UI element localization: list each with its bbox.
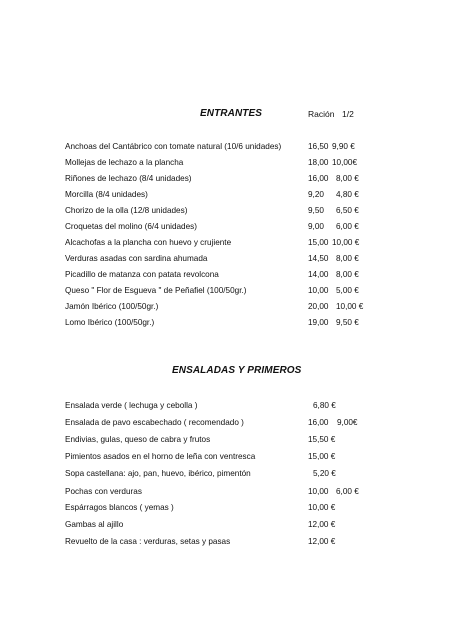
item-price-racion: 14,00 bbox=[308, 270, 329, 279]
item-price-racion: 19,00 bbox=[308, 318, 329, 327]
item-name: Pochas con verduras bbox=[65, 487, 142, 496]
item-price-racion: 9,20 bbox=[308, 190, 324, 199]
item-price-half: 4,80 € bbox=[336, 190, 359, 199]
item-name: Sopa castellana: ajo, pan, huevo, ibérico, pimentón bbox=[65, 469, 251, 478]
menu-item bbox=[0, 452, 453, 466]
column-header-racion: Ración bbox=[308, 109, 335, 119]
item-name: Verduras asadas con sardina ahumada bbox=[65, 254, 208, 263]
item-name: Ensalada de pavo escabechado ( recomendado ) bbox=[65, 418, 244, 427]
item-name: Pimientos asados en el horno de leña con ventresca bbox=[65, 452, 256, 461]
item-price-half: 9,50 € bbox=[336, 318, 359, 327]
item-name: Endivias, gulas, queso de cabra y frutos bbox=[65, 435, 211, 444]
item-price: 15,00 € bbox=[308, 452, 336, 461]
item-price-half: 10,00 € bbox=[336, 302, 364, 311]
ensaladas-title: ENSALADAS Y PRIMEROS bbox=[172, 365, 302, 376]
item-price-half: 6,50 € bbox=[336, 206, 359, 215]
item-price: 15,50 € bbox=[308, 435, 336, 444]
item-price: 12,00 € bbox=[308, 520, 336, 529]
item-price-half: 8,00 € bbox=[336, 174, 359, 183]
item-price-racion: 16,50 bbox=[308, 142, 329, 151]
menu-item bbox=[0, 418, 453, 432]
item-price-racion: 10,00 bbox=[308, 487, 329, 496]
menu-item bbox=[0, 318, 453, 332]
menu-item bbox=[0, 435, 453, 449]
menu-item bbox=[0, 270, 453, 284]
item-name: Lomo Ibérico (100/50gr.) bbox=[65, 318, 155, 327]
menu-item bbox=[0, 254, 453, 268]
menu-item bbox=[0, 537, 453, 551]
menu-item bbox=[0, 206, 453, 220]
item-name: Queso " Flor de Esgueva " de Peñafiel (100/50gr.) bbox=[65, 286, 247, 295]
item-name: Mollejas de lechazo a la plancha bbox=[65, 158, 184, 167]
item-price-racion: 16,00 bbox=[308, 174, 329, 183]
item-name: Jamón Ibérico (100/50gr.) bbox=[65, 302, 159, 311]
item-name: Revuelto de la casa : verduras, setas y pasas bbox=[65, 537, 231, 546]
item-name: Gambas al ajillo bbox=[65, 520, 124, 529]
item-price-racion: 20,00 bbox=[308, 302, 329, 311]
item-name: Anchoas del Cantábrico con tomate natural (10/6 unidades) bbox=[65, 142, 282, 151]
menu-item bbox=[0, 190, 453, 204]
item-price: 6,80 € bbox=[313, 401, 336, 410]
item-price: 12,00 € bbox=[308, 537, 336, 546]
menu-item bbox=[0, 174, 453, 188]
menu-item bbox=[0, 238, 453, 252]
item-name: Chorizo de la olla (12/8 unidades) bbox=[65, 206, 188, 215]
menu-item bbox=[0, 158, 453, 172]
item-price-half: 8,00 € bbox=[336, 254, 359, 263]
item-name: Alcachofas a la plancha con huevo y crujiente bbox=[65, 238, 232, 247]
menu-item bbox=[0, 520, 453, 534]
item-price-racion: 9,00 bbox=[308, 222, 324, 231]
menu-item bbox=[0, 286, 453, 300]
item-price-racion: 10,00 bbox=[308, 286, 329, 295]
menu-item bbox=[0, 302, 453, 316]
item-price-half: 10,00 € bbox=[332, 238, 360, 247]
item-price-half: 8,00 € bbox=[336, 270, 359, 279]
menu-item bbox=[0, 487, 453, 501]
menu-item bbox=[0, 142, 453, 156]
item-price-half: 6,00 € bbox=[336, 487, 359, 496]
item-price-racion: 15,00 bbox=[308, 238, 329, 247]
item-price-racion: 16,00 bbox=[308, 418, 329, 427]
item-name: Morcilla (8/4 unidades) bbox=[65, 190, 148, 199]
menu-item bbox=[0, 503, 453, 517]
menu-item bbox=[0, 469, 453, 483]
item-price: 5,20 € bbox=[313, 469, 336, 478]
item-price-half: 6,00 € bbox=[336, 222, 359, 231]
item-name: Croquetas del molino (6/4 unidades) bbox=[65, 222, 197, 231]
item-name: Picadillo de matanza con patata revolcona bbox=[65, 270, 219, 279]
item-price: 10,00 € bbox=[308, 503, 336, 512]
item-name: Riñones de lechazo (8/4 unidades) bbox=[65, 174, 192, 183]
item-price-racion: 14,50 bbox=[308, 254, 329, 263]
item-price-half: 9,00€ bbox=[337, 418, 358, 427]
column-header-half: 1/2 bbox=[342, 109, 354, 119]
menu-item bbox=[0, 401, 453, 415]
item-price-half: 10,00€ bbox=[332, 158, 358, 167]
item-name: Espárragos blancos ( yemas ) bbox=[65, 503, 174, 512]
entrantes-title: ENTRANTES bbox=[200, 108, 263, 119]
item-price-racion: 9,50 bbox=[308, 206, 324, 215]
menu-item bbox=[0, 222, 453, 236]
item-price-racion: 18,00 bbox=[308, 158, 329, 167]
item-name: Ensalada verde ( lechuga y cebolla ) bbox=[65, 401, 198, 410]
item-price-half: 5,00 € bbox=[336, 286, 359, 295]
item-price-half: 9,90 € bbox=[332, 142, 355, 151]
